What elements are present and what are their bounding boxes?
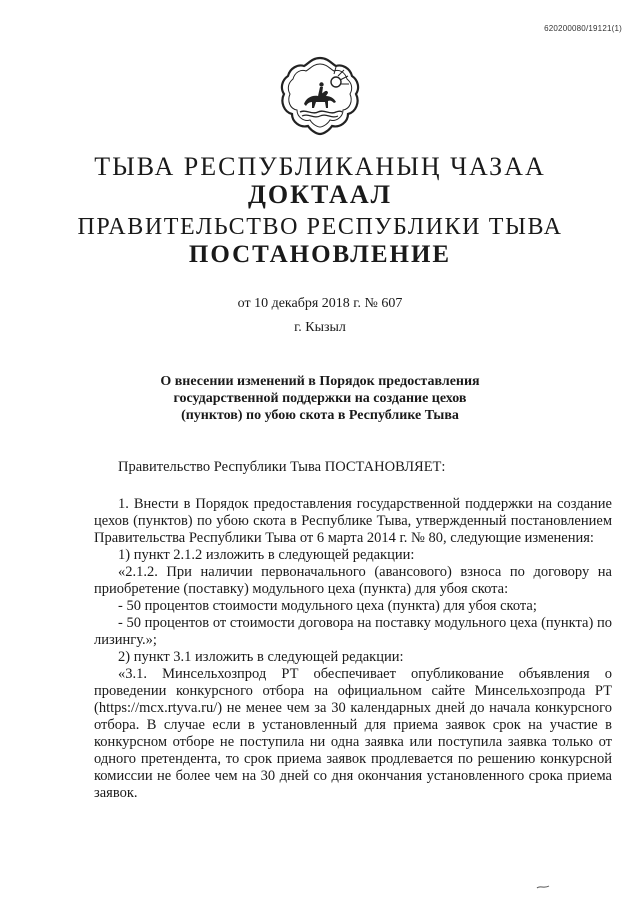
preamble: Правительство Республики Тыва ПОСТАНОВЛЯЕТ: bbox=[118, 459, 446, 475]
coat-of-arms-tuva-icon bbox=[278, 54, 362, 138]
title-line: О внесении изменений в Порядок предоставления bbox=[160, 374, 480, 389]
document-date: от 10 декабря 2018 г. № 607 bbox=[237, 296, 403, 311]
paragraph-7: «3.1. Минсельхозпрод РТ обеспечивает опубликование объявления о проведении конкурсного отбора на официальном сайте Минсельхозпрода РТ (https://mcx.rtyva.ru/) не менее чем за 30 календарных дней до начала конкурсного отбора. В случае если в установленный для приема заявок срок на участие в конкурсном отборе не поступила ни одна заявка или поступила заявка только от одного претендента, то срок приема заявок продлевается по решению конкурсной комиссии не более чем на 30 дней со дня окончания установленного срока приема заявок. bbox=[94, 666, 612, 801]
paragraph-3: «2.1.2. При наличии первоначального (авансового) взноса по договору на приобретение (поставку) модульного цеха (пункта) для убоя скота: bbox=[94, 564, 612, 597]
scan-mark-icon bbox=[536, 884, 550, 890]
paragraph-1: 1. Внести в Порядок предоставления государственной поддержки на создание цехов (пунктов) по убою скота в Республике Тыва, утвержденный постановлением Правительства Республики Тыва от 6 марта 2014 г. № 80, следующие изменения: bbox=[94, 496, 612, 546]
header-government: ПРАВИТЕЛЬСТВО РЕСПУБЛИКИ ТЫВА bbox=[77, 214, 563, 240]
paragraph-6: 2) пункт 3.1 изложить в следующей редакции: bbox=[118, 649, 404, 665]
paragraph-5: - 50 процентов от стоимости договора на поставку модульного цеха (пункта) по лизингу.»; bbox=[94, 615, 612, 648]
header-tuvan-decree: ДОКТААЛ bbox=[248, 180, 392, 209]
paragraph-2: 1) пункт 2.1.2 изложить в следующей редакции: bbox=[118, 547, 415, 563]
paragraph-4: - 50 процентов стоимости модульного цеха (пункта) для убоя скота; bbox=[118, 598, 537, 614]
header-tuvan-government: ТЫВА РЕСПУБЛИКАНЫҢ ЧАЗАА bbox=[94, 152, 546, 181]
document-title bbox=[130, 373, 510, 424]
document-body bbox=[94, 496, 612, 802]
header-resolution: ПОСТАНОВЛЕНИЕ bbox=[188, 241, 452, 268]
title-line: государственной поддержки на создание цехов bbox=[173, 391, 467, 406]
title-line: (пунктов) по убою скота в Республике Тыва bbox=[181, 408, 459, 423]
document-city: г. Кызыл bbox=[294, 320, 346, 335]
document-code: 620200080/19121(1) bbox=[544, 24, 622, 33]
